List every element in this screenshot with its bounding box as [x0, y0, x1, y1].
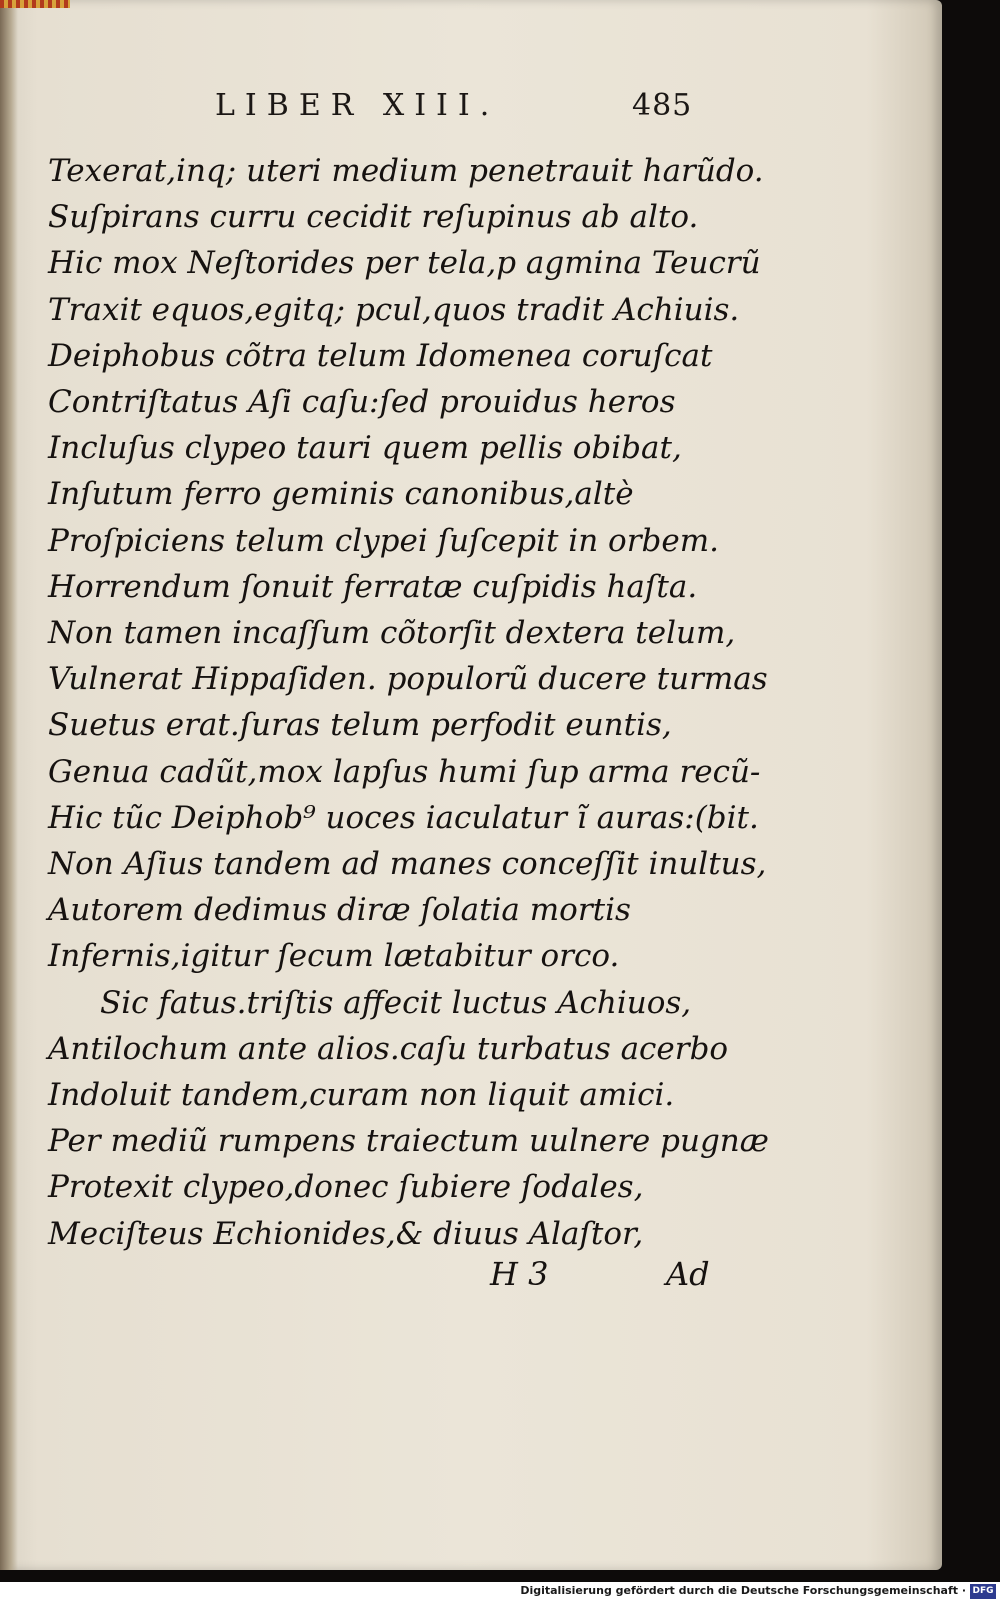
running-head	[0, 88, 942, 138]
verse-line: Non tamen incaſſum cõtorſit dextera telum,	[48, 615, 736, 652]
verse-line: Suſpirans curru cecidit reſupinus ab alto.	[48, 199, 699, 236]
verse-line: Vulnerat Hippaſiden. populorũ ducere turmas	[48, 661, 768, 698]
catchword: Ad	[666, 1255, 710, 1293]
verse-line: Incluſus clypeo tauri quem pellis obibat,	[48, 430, 682, 467]
verse-line: Traxit equos,egitq; pcul,quos tradit Achiuis.	[48, 291, 740, 328]
dfg-logo-icon: DFG	[970, 1584, 996, 1599]
page-edge-decoration	[0, 0, 70, 8]
verse-line: Per mediũ rumpens traiectum uulnere pugnæ	[48, 1123, 769, 1160]
verse-line: Deiphobus cõtra telum Idomenea coruſcat	[48, 337, 713, 374]
verse-line: Protexit clypeo,donec ſubiere ſodales,	[48, 1169, 644, 1206]
verse-line: Antilochum ante alios.caſu turbatus acerbo	[48, 1030, 729, 1067]
verse-line: Hic tũc Deiphob⁹ uoces iaculatur ĩ auras:(bit.	[48, 799, 759, 836]
signature-mark: H 3	[490, 1255, 549, 1293]
verse-line: Indoluit tandem,curam non liquit amici.	[48, 1077, 675, 1114]
funding-credit: Digitalisierung gefördert durch die Deutsche Forschungsgemeinschaft ·	[520, 1584, 966, 1597]
verse-line: Meciſteus Echionides,& diuus Alaſtor,	[48, 1215, 644, 1252]
verse-line: Hic mox Neſtorides per tela,p agmina Teucrũ	[48, 245, 761, 282]
verse-line: Genua cadũt,mox lapſus humi ſup arma recũ-	[48, 753, 761, 790]
page-number: 485	[632, 88, 693, 123]
verse-line: Autorem dedimus diræ ſolatia mortis	[48, 892, 631, 929]
verse-line: Infernis,igitur ſecum lætabitur orco.	[48, 938, 620, 975]
credit-bar	[0, 1582, 1000, 1603]
verse-line: Sic fatus.triſtis affecit luctus Achiuos,	[100, 984, 692, 1021]
verse-text	[48, 148, 769, 1257]
verse-line: Inſutum ferro geminis canonibus,altè	[48, 476, 634, 513]
verse-line: Non Aſius tandem ad manes conceſſit inultus,	[48, 846, 767, 883]
page-gutter	[0, 0, 18, 1570]
verse-line: Proſpiciens telum clypei ſuſcepit in orbem.	[48, 522, 719, 559]
verse-line: Suetus erat.ſuras telum perfodit euntis,	[48, 707, 672, 744]
verse-line: Contriſtatus Aſi caſu:ſed prouidus heros	[48, 384, 676, 421]
verse-line: Horrendum ſonuit ferratæ cuſpidis haſta.	[48, 568, 698, 605]
page-footer	[0, 1255, 942, 1305]
verse-line: Texerat,inq; uteri medium penetrauit harũdo.	[48, 153, 764, 189]
running-head-title: LIBER XIII.	[215, 88, 500, 123]
